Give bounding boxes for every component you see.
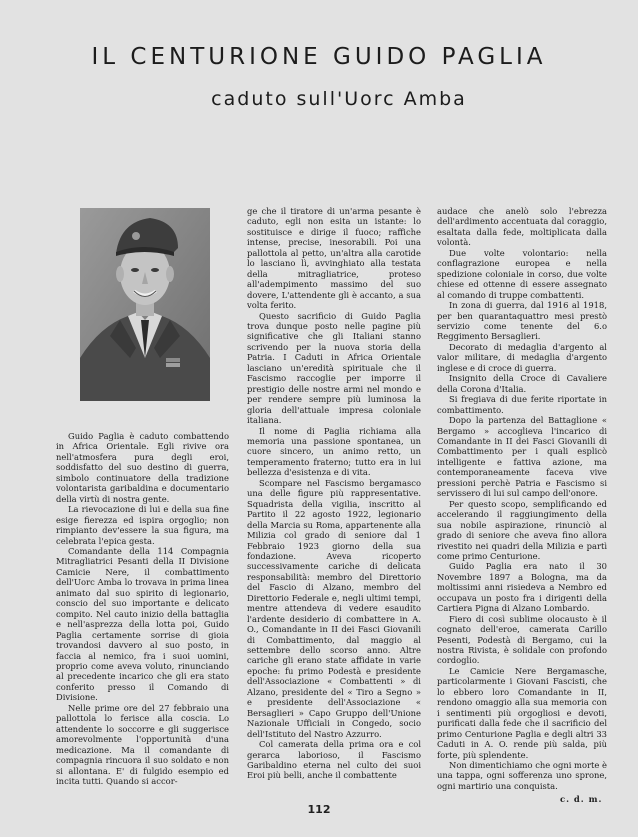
text-column-2 [247, 206, 421, 804]
portrait-photo [80, 208, 210, 401]
paragraph: Guido Paglia era nato il 30 Novembre 1897 a Bologna, ma da moltissimi anni risiedeva a Nembro ed occupava un posto fra i dirigenti della Cartiera Pigna di Alzano Lombardo. [437, 561, 607, 614]
paragraph: Decorato di medaglia d'argento al valor militare, di medaglia d'argento inglese e di croce di guerra. [437, 341, 607, 373]
article-subtitle: caduto sull'Uorc Amba [211, 88, 467, 110]
paragraph: Nelle prime ore del 27 febbraio una pallottola lo ferisce alla coscia. Lo attendente lo soccorre e gli suggerisce amorevolmente l'opportunità d'una medicazione. Ma il comandante di compagnia rincuora il suo soldato e non si allontana. E' di fulgido esempio ed incita tutti. Quando si accor- [56, 702, 229, 786]
paragraph: Le Camicie Nere Bergamasche, particolarmente i Giovani Fascisti, che lo ebbero loro Comandante in II, rendono omaggio alla sua memoria con i sentimenti più orgogliosi e devoti, purificati dalla fede che il sacrificio del primo Centurione Paglia e degli altri 33 Caduti in A. O. rende più salda, più forte, più splendente. [437, 665, 607, 760]
paragraph: audace che anelò solo l'ebrezza dell'ardimento accentuata dal coraggio, esaltata dalla fede, moltiplicata dalla volontà. [437, 206, 607, 248]
page-number: 112 [307, 803, 331, 816]
paragraph: In zona di guerra, dal 1916 al 1918, per ben quarantaquattro mesi prestò servizio come tenente del 6.o Reggimento Bersaglieri. [437, 300, 607, 342]
paragraph: Scompare nel Fascismo bergamasco una delle figure più rappresentative. Squadrista della vigilia, inscritto al Partito il 22 agosto 1922, legionario della Marcia su Roma, appartenente alla Milizia col grado di seniore dal 1 Febbraio 1923 giorno della sua fondazione. Aveva ricoperto successivamente cariche di delicata responsabilità: membro del Direttorio del Fascio di Alzano, membro del Direttorio Federale e, negli ultimi tempi, mentre attendeva di vedere esaudito l'ardente desiderio di combattere in A. O., Comandante in II dei Fasci Giovanili di Combattimento, dal maggio al settembre dello scorso anno. Altre cariche gli erano state affidate in varie epoche: fu primo Podestà e presidente dell'Associazione « Combattenti » di Alzano, presidente del « Tiro a Segno » e presidente dell'Associazione « Bersaglieri » Capo Gruppo dell'Unione Nazionale Ufficiali in Congedo, socio dell'Istituto del Nastro Azzurro. [247, 477, 421, 739]
paragraph: Si fregiava di due ferite riportate in combattimento. [437, 394, 607, 415]
author-signature: c. d. m. [560, 794, 603, 804]
paragraph: Col camerata della prima ora e col gerarca laborioso, il Fascismo Garibaldino eterna nel culto dei suoi Eroi più belli, anche il combattente [247, 739, 421, 781]
paragraph: Insignito della Croce di Cavaliere della Corona d'Italia. [437, 373, 607, 394]
paragraph: Guido Paglia è caduto combattendo in Africa Orientale. Egli rivive ora nell'atmosfera pura degli eroi, soddisfatto del suo destino di guerra, simbolo continuatore della tradizione volontarista garibaldina e documentario della virtù di nostra gente. [56, 431, 229, 504]
paragraph: La rievocazione di lui e della sua fine esige fierezza ed ispira orgoglio; non rimpianto dev'essere la sua figura, ma celebrata l'epica gesta. [56, 504, 229, 546]
paragraph: Il nome di Paglia richiama alla memoria una passione spontanea, un cuore sincero, un animo retto, un temperamento fraterno; tutto era in lui bellezza d'esistenza e di vita. [247, 425, 421, 478]
paragraph: Per questo scopo, semplificando ed accelerando il raggiungimento della sua nobile aspirazione, rinunciò al grado di seniore che aveva fino allora rivestito nei quadri della Milizia e partì come primo Centurione. [437, 498, 607, 561]
paragraph: Comandante della 114 Compagnia Mitragliatrici Pesanti della II Divisione Camicie Nere, il combattimento dell'Uorc Amba lo trovava in prima linea animato dal suo spirito di legionario, conscio del suo importante e delicato compito. Nel cauto inizio della battaglia e nell'asprezza della lotta poi, Guido Paglia certamente sorrise di gioia trovandosi davvero al suo posto, in faccia al nemico, fra i suoi uomini, proprio come aveva voluto, rinunciando al precedente incarico che gli era stato conferito presso il Comando di Divisione. [56, 545, 229, 703]
paragraph: Non dimentichiamo che ogni morte è una tappa, ogni sofferenza uno sprone, ogni martirio una conquista. [437, 760, 607, 791]
text-column-3 [437, 206, 607, 792]
portrait-illustration [80, 208, 210, 401]
paragraph: ge che il tiratore di un'arma pesante è caduto, egli non esita un istante: lo sostituisce e dirige il fuoco; raffiche intense, precise, inesorabili. Poi una pallottola al petto, un'altra alla carotide lo lasciano lì, avvinghiato alla testata della mitragliatrice, proteso all'adempimento massimo del suo dovere, L'attendente gli è accanto, a sua volta ferito. [247, 206, 421, 311]
paragraph: Dopo la partenza del Battaglione « Bergamo » accoglieva l'incarico di Comandante in II dei Fasci Giovanili di Combattimento per i quali esplicò intelligente e fattiva azione, ma contemporaneamente faceva vive pressioni perchè Patria e Fascismo si servissero di lui sul campo dell'onore. [437, 415, 607, 499]
article-title: IL CENTURIONE GUIDO PAGLIA [91, 44, 547, 70]
paragraph: Due volte volontario: nella conflagrazione europea e nella spedizione coloniale in corso, due volte chiese ed ottenne di essere assegnato al comando di truppe combattenti. [437, 247, 607, 300]
paragraph: Questo sacrificio di Guido Paglia trova dunque posto nelle pagine più significative che gli Italiani stanno scrivendo per la nuova storia della Patria. I Caduti in Africa Orientale lasciano un'eredità spirituale che il Fascismo raccoglie per imporre il prestigio delle nostre armi nel mondo e per rendere sempre più luminosa la gloria dell'attuale impresa coloniale italiana. [247, 310, 421, 426]
paragraph: Fiero di così sublime olocausto è il cognato dell'eroe, camerata Carillo Pesenti, Podestà di Bergamo, cui la nostra Rivista, è solidale con profondo cordoglio. [437, 613, 607, 666]
text-column-1 [56, 431, 229, 803]
